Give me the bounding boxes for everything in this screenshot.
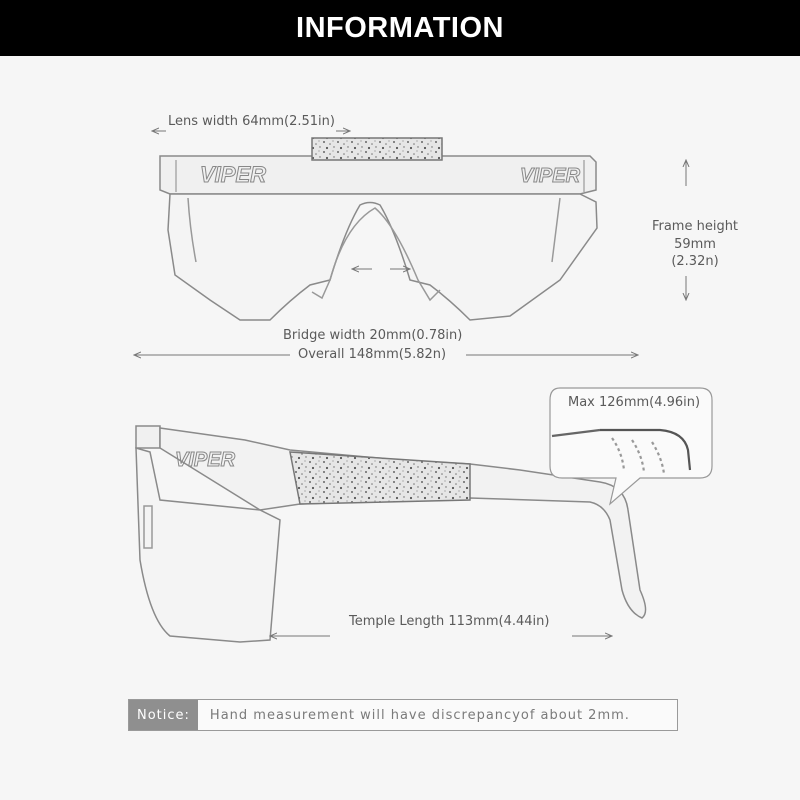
frame-height-line1: Frame height [651, 219, 739, 234]
front-logo-right: VIPER [520, 165, 581, 187]
notice-message: Hand measurement will have discrepancyof about 2mm. [209, 707, 630, 723]
bridge-width-label: Bridge width 20mm(0.78in) [283, 328, 463, 343]
max-length-label: Max 126mm(4.96in) [568, 395, 701, 410]
notice-label: Notice: [129, 700, 198, 730]
frame-height-label [640, 218, 750, 271]
frame-height-line2: 59mm [674, 236, 716, 252]
notice-box [128, 699, 678, 731]
temple-length-label: Temple Length 113mm(4.44in) [349, 614, 550, 629]
front-logo-left: VIPER [200, 162, 267, 187]
glasses-illustration [0, 56, 800, 800]
lens-width-label: Lens width 64mm(2.51in) [168, 114, 335, 129]
side-logo: VIPER [175, 449, 236, 471]
frame-height-line3: (2.32n) [671, 254, 719, 270]
page-title: INFORMATION [296, 11, 504, 44]
header-bar [0, 0, 800, 56]
overall-label: Overall 148mm(5.82n) [298, 347, 447, 362]
